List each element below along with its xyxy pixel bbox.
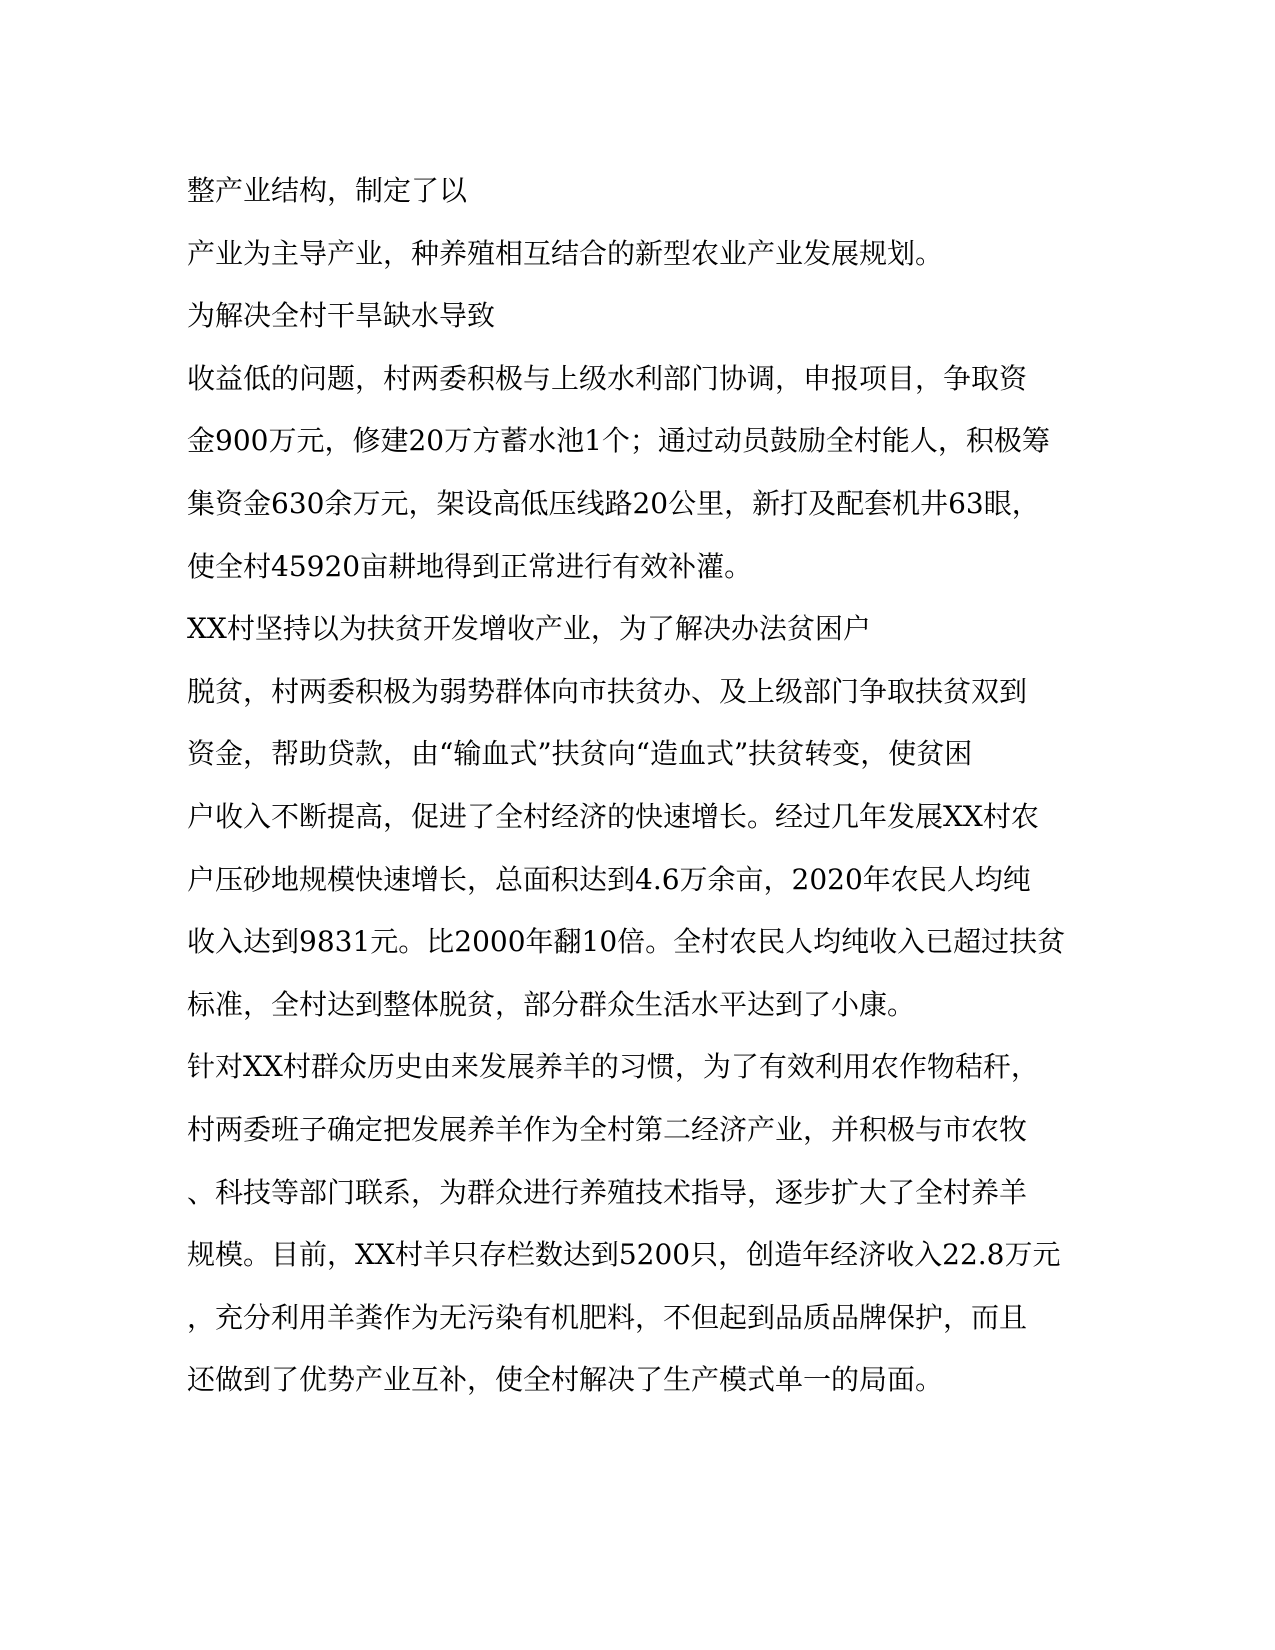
text-line: 、科技等部门联系，为群众进行养殖技术指导，逐步扩大了全村养羊 xyxy=(187,1175,1028,1209)
text-line: 针对XX村群众历史由来发展养羊的习惯，为了有效利用农作物秸秆， xyxy=(187,1050,1039,1084)
text-line: 整产业结构，制定了以 xyxy=(187,174,468,207)
text-line: 脱贫，村两委积极为弱势群体向市扶贫办、及上级部门争取扶贫双到 xyxy=(187,674,1028,708)
text-line: 使全村45920亩耕地得到正常进行有效补灌。 xyxy=(187,549,753,583)
text-line: 产业为主导产业，种养殖相互结合的新型农业产业发展规划。 xyxy=(187,236,944,270)
text-line: 金900万元，修建20万方蓄水池1个；通过动员鼓励全村能人，积极筹 xyxy=(187,424,1050,458)
text-line: 资金，帮助贷款，由“输血式”扶贫向“造血式”扶贫转变，使贫困 xyxy=(187,737,973,771)
text-line: XX村坚持以为扶贫开发增收产业，为了解决办法贫困户 xyxy=(187,612,871,646)
body-text xyxy=(187,160,1067,1412)
text-line: ，充分利用羊粪作为无污染有机肥料，不但起到品质品牌保护，而且 xyxy=(187,1300,1028,1334)
text-line: 为解决全村干旱缺水导致 xyxy=(187,299,496,333)
text-line: 规模。目前，XX村羊只存栏数达到5200只，创造年经济收入22.8万元 xyxy=(187,1238,1061,1272)
text-line: 标准，全村达到整体脱贫，部分群众生活水平达到了小康。 xyxy=(187,987,916,1021)
text-line: 收入达到9831元。比2000年翻10倍。全村农民人均纯收入已超过扶贫 xyxy=(187,925,1066,959)
text-line: 还做到了优势产业互补，使全村解决了生产模式单一的局面。 xyxy=(187,1363,944,1397)
text-line: 收益低的问题，村两委积极与上级水利部门协调，申报项目，争取资 xyxy=(187,361,1028,395)
text-line: 村两委班子确定把发展养羊作为全村第二经济产业，并积极与市农牧 xyxy=(187,1112,1028,1146)
text-line: 户收入不断提高，促进了全村经济的快速增长。经过几年发展XX村农 xyxy=(187,799,1039,833)
text-line: 户压砂地规模快速增长，总面积达到4.6万余亩，2020年农民人均纯 xyxy=(187,862,1031,896)
text-line: 集资金630余万元，架设高低压线路20公里，新打及配套机井63眼， xyxy=(187,486,1040,520)
